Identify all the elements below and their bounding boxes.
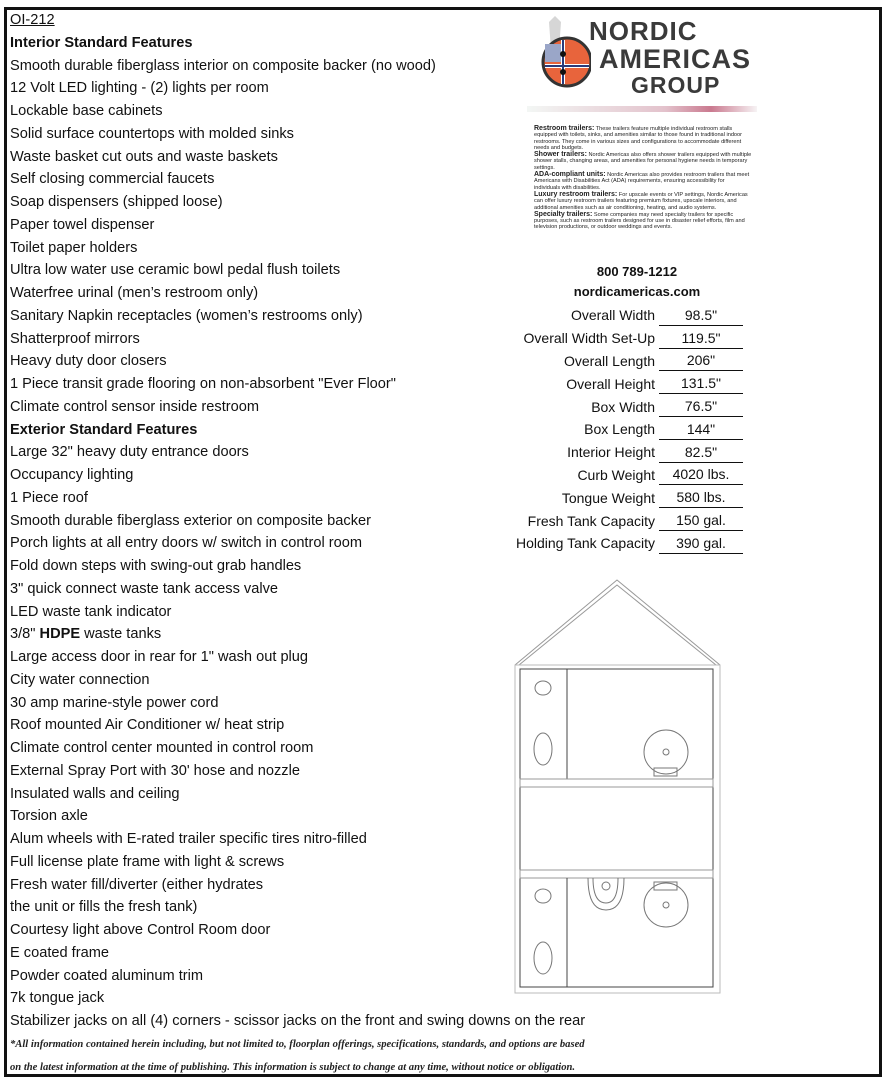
blurb-title: Restroom trailers: (534, 125, 595, 132)
spec-row (480, 350, 743, 373)
blurb-paragraph (534, 126, 752, 151)
feature-item: 7k tongue jack (10, 990, 105, 1007)
feature-item: 1 Piece roof (10, 489, 88, 506)
spec-label: Overall Height (566, 375, 655, 392)
feature-text: waste tanks (80, 626, 162, 643)
logo-line-3: GROUP (631, 72, 721, 98)
disclaimer (10, 1033, 585, 1079)
feature-item: E coated frame (10, 944, 109, 961)
spec-value: 119.5" (659, 328, 743, 349)
blurb-text: These trailers feature multiple individual restroom stalls equipped with toilets, sinks, and amenities similar to those found in traditional indoor restrooms. They come in various sizes and configurations to accommodate different needs and budgets. (534, 126, 743, 151)
spec-value: 131.5" (659, 373, 743, 394)
flag-globe-icon (531, 12, 591, 92)
feature-item: Fold down steps with swing-out grab handles (10, 558, 302, 574)
feature-item: Lockable base cabinets (10, 103, 163, 119)
feature-item: Stabilizer jacks on all (4) corners - scissor jacks on the front and swing downs on the rear (10, 1013, 586, 1029)
feature-item: Insulated walls and ceiling (10, 785, 180, 802)
blurb-title: Specialty trailers: (534, 210, 593, 218)
feature-item: Solid surface countertops with molded sinks (10, 125, 294, 142)
spec-label: Tongue Weight (561, 489, 655, 506)
blurb-text: Nordic Americas also offers shower trailers equipped with multiple shower stalls, changing areas, and amenities for personal hygiene needs in temporary settings. (534, 152, 752, 171)
spec-label: Curb Weight (577, 466, 655, 483)
feature-item: Toilet paper holders (10, 239, 138, 256)
disclaimer-line: *All information contained herein including, but not limited to, floorplan offerings, specifications, standards, and options are based (10, 1039, 585, 1050)
logo-divider (527, 106, 757, 112)
feature-item: Soap dispensers (shipped loose) (10, 194, 223, 210)
blurb-title: Luxury restroom trailers: (534, 190, 618, 198)
spec-row (480, 441, 743, 464)
trailer-types-blurb (534, 126, 752, 232)
feature-item: Paper towel dispenser (10, 216, 155, 233)
feature-item: City water connection (10, 671, 150, 688)
spec-row (480, 509, 743, 532)
spec-row (480, 532, 743, 555)
feature-item: Alum wheels with E-rated trailer specific tires nitro-filled (10, 831, 367, 847)
feature-item: Ultra low water use ceramic bowl pedal flush toilets (10, 262, 341, 279)
logo-line-1: NORDIC (589, 16, 698, 46)
spec-value: 76.5" (659, 396, 743, 417)
feature-item: Smooth durable fiberglass exterior on composite backer (10, 512, 371, 529)
feature-item: 3" quick connect waste tank access valve (10, 580, 279, 597)
feature-item: 12 Volt LED lighting - (2) lights per room (10, 80, 269, 97)
spec-label: Overall Width Set-Up (523, 330, 655, 347)
feature-item: Large 32" heavy duty entrance doors (10, 444, 249, 461)
exterior-heading: Exterior Standard Features (10, 421, 198, 438)
spec-label: Interior Height (567, 444, 655, 461)
spec-row (480, 486, 743, 509)
company-logo (527, 12, 762, 112)
feature-item: Occupancy lighting (10, 467, 134, 483)
spec-label: Box Width (591, 398, 655, 415)
spec-row (480, 327, 743, 350)
feature-item: Climate control center mounted in control room (10, 740, 314, 756)
model-code: OI-212 (10, 12, 55, 28)
feature-item: Porch lights at all entry doors w/ switch in control room (10, 535, 363, 552)
feature-item: Large access door in rear for 1" wash out plug (10, 649, 309, 665)
spec-value: 4020 lbs. (659, 464, 743, 485)
blurb-text: For upscale events or VIP settings, Nordic Americas can offer luxury restroom trailers featuring premium fixtures, upscale interiors, and additional amenities such as air conditioning, heating, and audio systems. (534, 191, 748, 211)
feature-item: 1 Piece transit grade flooring on non-absorbent "Ever Floor" (10, 376, 396, 392)
spec-label: Box Length (584, 421, 655, 438)
feature-item: Heavy duty door closers (10, 353, 167, 370)
spec-label: Overall Length (563, 352, 655, 369)
logo-line-2: AMERICAS (599, 44, 752, 74)
blurb-text: Nordic Americas also provides restroom trailers that meet Americans with Disabilities Act (ADA) requirements, ensuring accessibility for individuals with disabilities. (534, 172, 750, 191)
feature-item: Courtesy light above Control Room door (10, 922, 271, 938)
blurb-paragraph (534, 172, 752, 191)
feature-item: Shatterproof mirrors (10, 330, 140, 347)
spec-value: 206" (659, 350, 743, 371)
spec-value: 144" (659, 419, 743, 440)
spec-label: Overall Width (570, 307, 655, 324)
spec-row (480, 464, 743, 487)
blurb-paragraph (534, 152, 752, 171)
blurb-paragraph (534, 212, 752, 231)
feature-item: Climate control sensor inside restroom (10, 398, 259, 415)
spec-value: 580 lbs. (659, 487, 743, 508)
feature-item: External Spray Port with 30' hose and nozzle (10, 762, 300, 779)
blurb-text: Some companies may need specialty trailers for specific purposes, such as restroom trailers designed for use in disaster relief efforts, film and television productions, or outdoor weddings and events. (534, 211, 745, 231)
feature-item: Fresh water fill/diverter (either hydrates (10, 876, 264, 893)
blurb-title: Shower trailers: (534, 151, 587, 159)
spec-value: 98.5" (659, 305, 743, 326)
feature-item: Self closing commercial faucets (10, 171, 215, 188)
floorplan-diagram (500, 570, 740, 1000)
spec-value: 390 gal. (659, 533, 743, 554)
blurb-paragraph (534, 192, 752, 211)
specs-table (480, 304, 743, 555)
feature-item: Roof mounted Air Conditioner w/ heat strip (10, 717, 285, 734)
feature-item: Waterfree urinal (men’s restroom only) (10, 285, 259, 301)
feature-item: Torsion axle (10, 808, 88, 825)
feature-item: LED waste tank indicator (10, 603, 172, 620)
feature-item: Full license plate frame with light & screws (10, 853, 285, 870)
spec-value: 82.5" (659, 442, 743, 463)
spec-row (480, 418, 743, 441)
feature-item: Powder coated aluminum trim (10, 967, 204, 984)
phone-number: 800 789-1212 (596, 264, 678, 279)
website-link[interactable]: nordicamericas.com (573, 284, 701, 299)
feature-text: 3/8" (10, 626, 40, 643)
feature-item: Smooth durable fiberglass interior on composite backer (no wood) (10, 57, 436, 74)
disclaimer-line: on the latest information at the time of publishing. This information is subject to change at any time, without notice or obligation. (10, 1062, 576, 1073)
feature-item: Waste basket cut outs and waste baskets (10, 148, 278, 165)
contact-info (527, 262, 747, 302)
spec-row (480, 372, 743, 395)
interior-heading: Interior Standard Features (10, 34, 193, 51)
spec-row (480, 395, 743, 418)
feature-item: the unit or fills the fresh tank) (10, 899, 198, 916)
blurb-title: ADA-compliant units: (534, 171, 606, 179)
feature-item: Sanitary Napkin receptacles (women’s restrooms only) (10, 307, 363, 324)
spec-label: Fresh Tank Capacity (527, 512, 655, 529)
spec-value: 150 gal. (659, 510, 743, 531)
spec-row (480, 304, 743, 327)
spec-label: Holding Tank Capacity (515, 535, 655, 552)
feature-item: 30 amp marine-style power cord (10, 694, 219, 711)
feature-bold: HDPE (39, 626, 81, 643)
